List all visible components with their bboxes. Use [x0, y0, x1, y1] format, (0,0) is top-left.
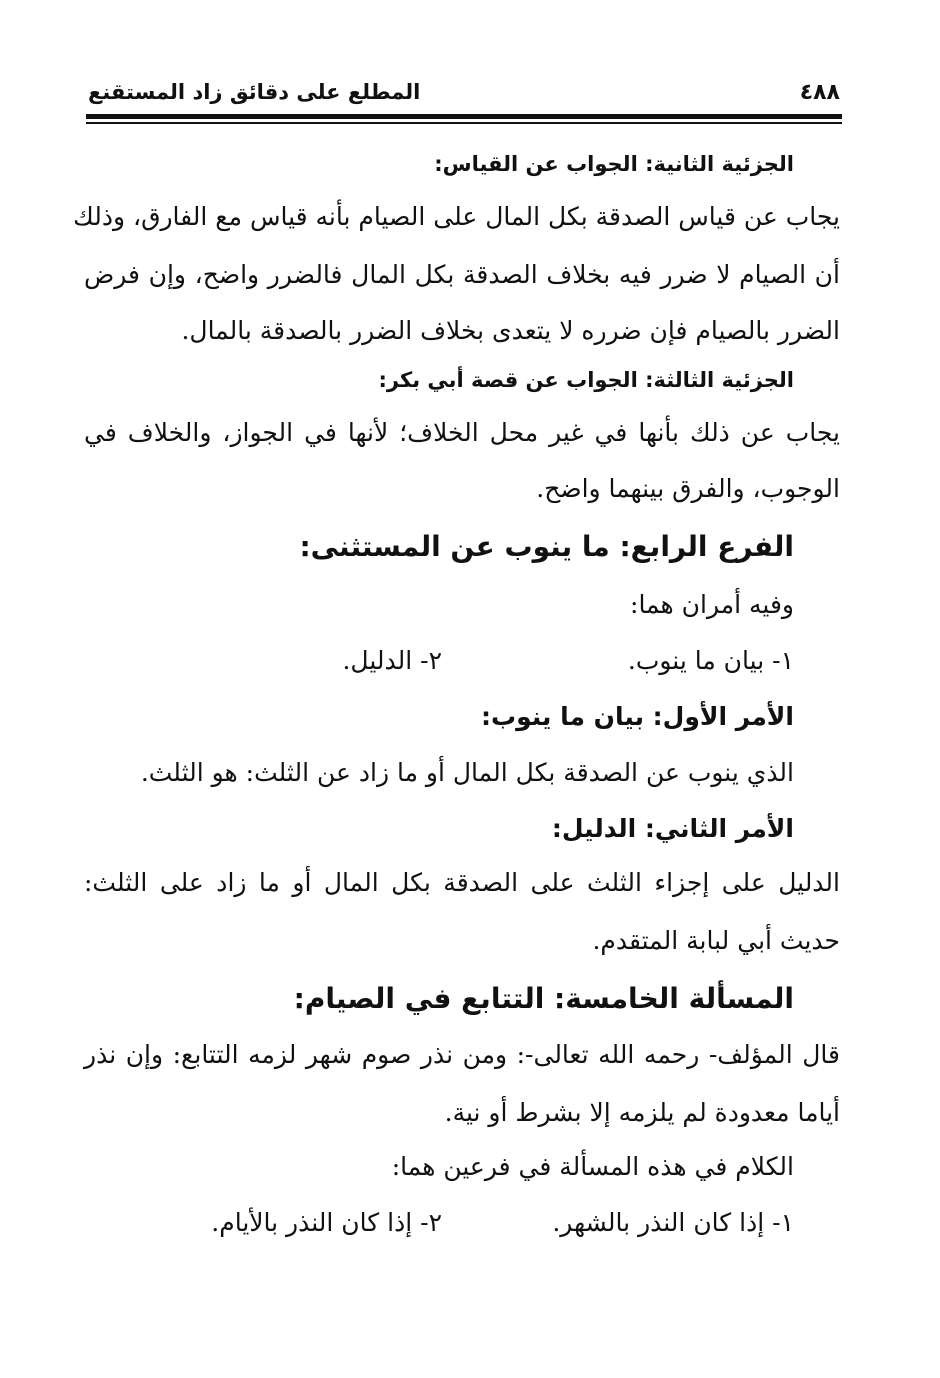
branch4-item-1: ١- بيان ما ينوب.	[627, 646, 794, 675]
matter1-heading: الأمر الأول: بيان ما ينوب:	[480, 702, 794, 731]
part3-heading: الجزئية الثالثة: الجواب عن قصة أبي بكر:	[378, 368, 794, 392]
part2-heading: الجزئية الثانية: الجواب عن القياس:	[434, 152, 794, 176]
part3-line-1: يجاب عن ذلك بأنها في غير محل الخلاف؛ لأنها في الجواز، والخلاف في	[84, 418, 840, 447]
branch4-intro: وفيه أمران هما:	[630, 590, 794, 619]
matter2-line-1: الدليل على إجزاء الثلث على الصدقة بكل المال أو ما زاد على الثلث:	[84, 868, 840, 897]
issue5-item-1: ١- إذا كان النذر بالشهر.	[552, 1208, 794, 1237]
matter2-line-2: حديث أبي لبابة المتقدم.	[592, 926, 840, 955]
part3-line-2: الوجوب، والفرق بينهما واضح.	[536, 474, 840, 503]
issue5-intro: الكلام في هذه المسألة في فرعين هما:	[391, 1152, 794, 1181]
running-header	[88, 72, 840, 112]
branch4-heading: الفرع الرابع: ما ينوب عن المستثنى:	[299, 530, 794, 563]
part2-line-1: يجاب عن قياس الصدقة بكل المال على الصيام بأنه قياس مع الفارق، وذلك	[73, 202, 840, 231]
issue5-line-1: قال المؤلف- رحمه الله تعالى-: ومن نذر صوم شهر لزمه التتابع: وإن نذر	[84, 1040, 840, 1069]
issue5-heading: المسألة الخامسة: التتابع في الصيام:	[293, 982, 794, 1015]
header-rule-thick	[86, 114, 842, 119]
issue5-line-2: أياما معدودة لم يلزمه إلا بشرط أو نية.	[444, 1098, 840, 1127]
matter1-text: الذي ينوب عن الصدقة بكل المال أو ما زاد عن الثلث: هو الثلث.	[140, 758, 794, 787]
header-rule-thin	[86, 122, 842, 124]
matter2-heading: الأمر الثاني: الدليل:	[551, 814, 794, 843]
part2-line-3: الضرر بالصيام فإن ضرره لا يتعدى بخلاف الضرر بالصدقة بالمال.	[181, 316, 840, 345]
page-number: ٤٨٨	[799, 79, 840, 105]
issue5-item-2: ٢- إذا كان النذر بالأيام.	[211, 1208, 442, 1237]
book-title: المطلع على دقائق زاد المستقنع	[88, 80, 421, 104]
part2-line-2: أن الصيام لا ضرر فيه بخلاف الصدقة بكل المال فالضرر واضح، وإن فرض	[84, 260, 840, 289]
branch4-item-2: ٢- الدليل.	[342, 646, 442, 675]
